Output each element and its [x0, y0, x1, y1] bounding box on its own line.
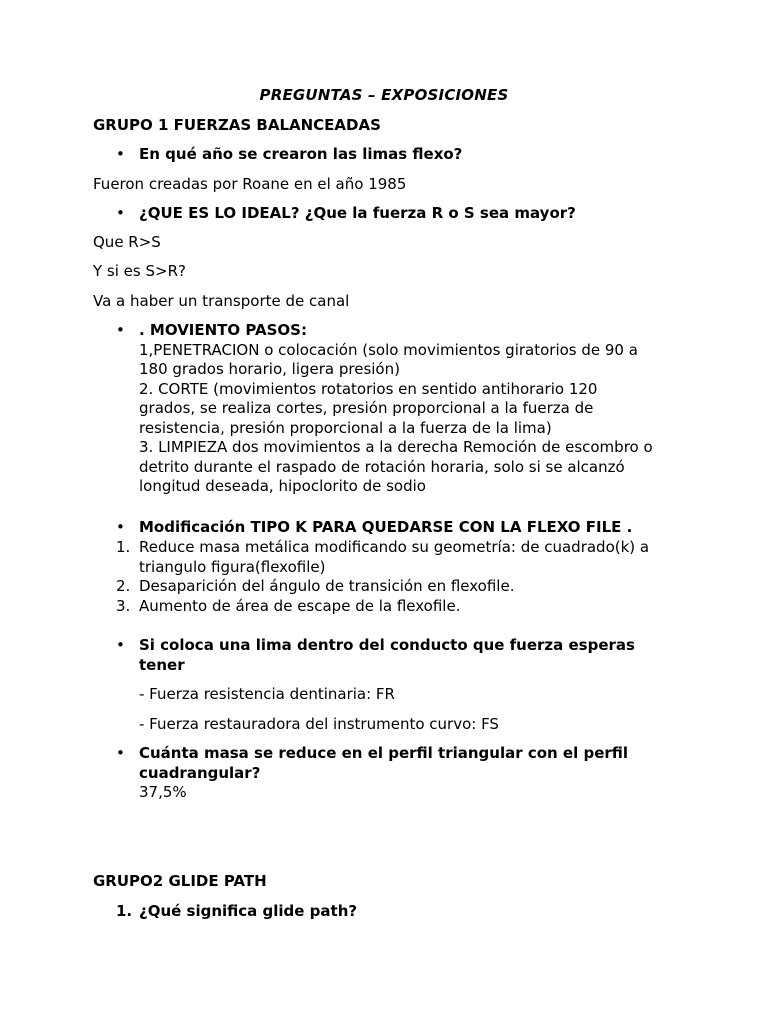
paragraph-line: longitud deseada, hipoclorito de sodio	[139, 477, 426, 495]
list-number: 2.	[116, 577, 131, 595]
question-text: Modificación TIPO K PARA QUEDARSE CON LA FLEXO FILE .	[139, 518, 633, 536]
paragraph-line: grados, se realiza cortes, presión proporcional a la fuerza de	[139, 399, 594, 417]
question-text: tener	[139, 655, 185, 674]
bullet-icon: •	[116, 744, 125, 762]
answer-text: Fueron creadas por Roane en el año 1985	[93, 175, 407, 193]
paragraph-line: 3. LIMPIEZA dos movimientos a la derecha Remoción de escombro o	[139, 438, 653, 456]
answer-text: - Fuerza resistencia dentinaria: FR	[139, 685, 395, 703]
list-item-line: Desaparición del ángulo de transición en flexofile.	[139, 577, 515, 595]
bullet-item-q1	[115, 145, 695, 165]
question-text: ¿QUE ES LO IDEAL? ¿Que la fuerza R o S sea mayor?	[139, 204, 576, 222]
bullet-icon: •	[116, 145, 125, 163]
question-text: . MOVIENTO PASOS:	[139, 321, 307, 339]
group2-heading: GRUPO2 GLIDE PATH	[93, 872, 267, 890]
list-item	[115, 538, 695, 577]
paragraph-line: detrito durante el raspado de rotación horaria, solo si se alcanzó	[139, 457, 625, 476]
answer-text: - Fuerza restauradora del instrumento curvo: FS	[139, 715, 499, 733]
question-text: Cuánta masa se reduce en el perfil triangular con el perfil	[139, 744, 629, 762]
list-item-line: Aumento de área de escape de la flexofile.	[139, 597, 461, 615]
list-item-line: triangulo figura(flexofile)	[139, 557, 326, 576]
question-text: Si coloca una lima dentro del conducto que fuerza esperas	[139, 636, 635, 654]
paragraph-line: 1,PENETRACION o colocación (solo movimientos giratorios de 90 a	[139, 340, 638, 359]
answer-text: Va a haber un transporte de canal	[93, 292, 350, 310]
question-text: ¿Qué significa glide path?	[139, 902, 358, 920]
group1-heading: GRUPO 1 FUERZAS BALANCEADAS	[93, 116, 381, 134]
paragraph-line: 2. CORTE (movimientos rotatorios en sentido antihorario 120	[139, 379, 598, 398]
bullet-icon: •	[116, 518, 125, 536]
bullet-item-tipo-k	[115, 518, 695, 538]
list-item	[115, 597, 695, 617]
list-item	[115, 577, 695, 597]
bullet-item-q6	[115, 744, 695, 803]
document-title: PREGUNTAS – EXPOSICIONES	[259, 86, 509, 104]
answer-text: Y si es S>R?	[93, 262, 186, 280]
list-item-line: Reduce masa metálica modificando su geometría: de cuadrado(k) a	[139, 538, 650, 556]
bullet-icon: •	[116, 636, 125, 654]
list-item	[115, 902, 695, 922]
list-number: 1.	[116, 538, 131, 556]
question-text: cuadrangular?	[139, 763, 261, 782]
answer-text: 37,5%	[139, 783, 187, 801]
bullet-icon: •	[116, 321, 125, 339]
paragraph-line: resistencia, presión proporcional a la fuerza de la lima)	[139, 418, 552, 437]
bullet-item-q5	[115, 636, 695, 675]
answer-text: Que R>S	[93, 233, 161, 251]
question-text: En qué año se crearon las limas flexo?	[139, 145, 463, 163]
list-number: 3.	[116, 597, 131, 615]
bullet-item-pasos	[115, 321, 695, 497]
bullet-item-q2	[115, 204, 695, 224]
list-number: 1.	[116, 902, 133, 920]
bullet-icon: •	[116, 204, 125, 222]
paragraph-line: 180 grados horario, ligera presión)	[139, 360, 400, 378]
